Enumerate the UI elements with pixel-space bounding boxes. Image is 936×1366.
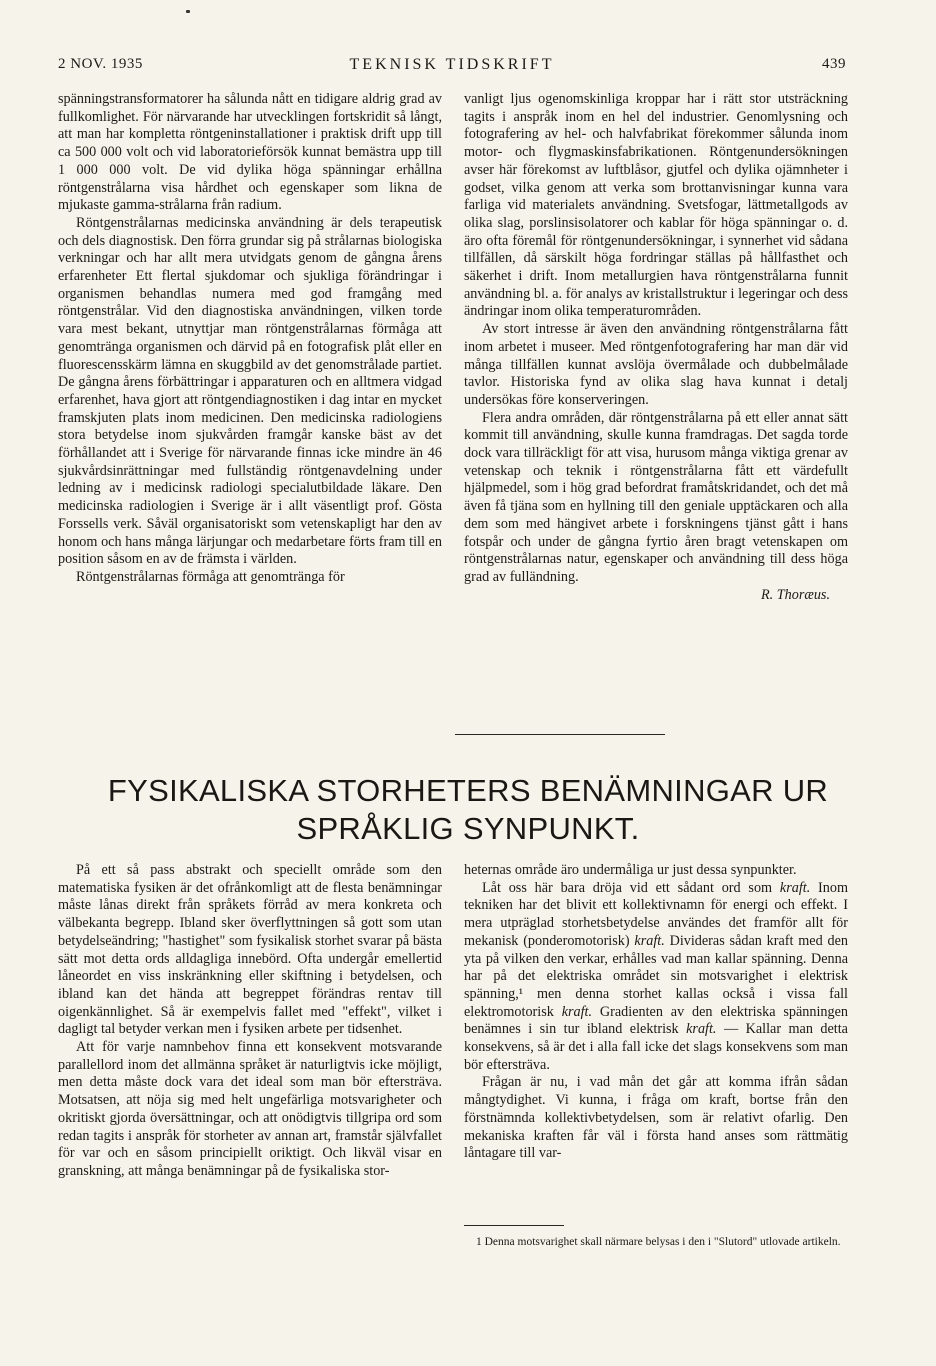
paragraph: Att för varje namnbehov finna ett konsekvent motsvarande parallellord inom det allmänna språket är naturligtvis icke möjligt, men detta måste dock vara det ideal som man bör eftersträva. Motsatsen, att nöja sig med helt ungefärliga motsvarigheter och okritiskt gjorda översättningar, och att onödigtvis tillgripa ord som redan tagits i anspråk för storheter av annan art, framstår självfallet för var och en såsom principiellt oriktigt. Och likväl visar en granskning, att många benämningar på de fysikaliska stor- <box>58 1039 442 1179</box>
headline-line-2: SPRÅKLIG SYNPUNKT. <box>296 811 640 846</box>
paragraph: Röntgenstrålarnas förmåga att genomtränga för <box>76 568 345 585</box>
page-number: 439 <box>822 56 846 72</box>
paragraph: Av stort intresse är även den användning röntgenstrålarna fått inom arbetet i museer. Med röntgenfotografering har man där vid många tillfällen kunnat avslöja övermålade och dubbelmålade tavlor. Historiska fynd av olika slag hava kunnat i detalj undersökas före konserveringen. <box>464 321 848 408</box>
paragraph: Frågan är nu, i vad mån det går att komma ifrån sådan mångtydighet. Vi kunna, i fråga om kraft, bortse från den förstnämnda kollektivbetydelsen, som är relativt ofarlig. Den mekaniska kraften får väl i första hand anses som rättmätig låntagare till var- <box>464 1074 848 1162</box>
print-speck <box>186 10 190 13</box>
journal-title: TEKNISK TIDSKRIFT <box>349 56 555 73</box>
text-run: Låt oss här bara dröja vid ett sådant ord som <box>482 879 780 896</box>
paragraph <box>464 880 848 1075</box>
footnote-divider <box>464 1225 564 1226</box>
term-kraft: kraft. <box>634 932 665 949</box>
term-kraft: kraft. <box>686 1021 717 1038</box>
author-signature: R. Thoræus. <box>761 586 830 603</box>
paragraph: Flera andra områden, där röntgenstrålarna på ett eller annat sätt kommit till användning, skulle kunna framdragas. Det sagda torde dock vara tillräckligt för att visa, hurusom många viktiga grenar av vetenskap och teknik i röntgenstrålarna fått ett värdefullt hjälpmedel, som i hög grad befordrat framåtskridandet, och det må även få tjäna som en hyllning till den geniale upptäckaren och alla dem som med hängivet arbete i forskningens tjänst gått i hans fotspår och under de gångna fyrtio åren bragt vetenskapen om röntgenstrålarnas natur, egenskaper och användning till dess höga grad av fulländning. <box>464 409 848 585</box>
article-column-bottom-right <box>464 862 848 1163</box>
text-run: Divideras sådan kraft med den yta på vilken den verkar, erhålles vad man kallar spänning. Denna har på det elektriska området sin motsvarighet i elektrisk spänning,¹ men denna storhet kallas också i vissa fall elektromotorisk <box>464 932 848 1020</box>
paragraph: På ett så pass abstrakt och speciellt område som den matematiska fysiken är det ofrånkomligt att de flesta benämningar måste lånas direkt från språkets förråd av mera konkreta och välbekanta begrepp. Ibland sker överflyttningen så gott som utan betydelseändring; "hastighet" som fysikalisk storhet svarar på bästa sätt mot detta ords alldagliga innebörd. Ofta undergår emellertid låneordet en viss inskränkning eller skiftning i betydelsen, och ibland kan det hända att begreppet förändras rentav till oigenkännlighet. Så är exempelvis fallet med "effekt", vilket i dagligt tal betyder verkan men i fysiken arbete per tidsenhet. <box>58 862 442 1038</box>
term-kraft: kraft. <box>561 1003 593 1020</box>
term-kraft: kraft. <box>779 879 811 896</box>
article-column-top-right <box>464 91 848 604</box>
paragraph: heternas område äro undermåliga ur just dessa synpunkter. <box>464 862 797 878</box>
article-column-bottom-left <box>58 862 442 1181</box>
text-run: Gradienten av den elektriska spänningen benämnes i sin tur ibland elektrisk <box>464 1003 849 1038</box>
paragraph: Röntgenstrålarnas medicinska användning är dels terapeutisk och dels diagnostisk. Den förra grundar sig på strålarnas biologiska verkningar och har allt mera utvidgats genom de gångna årens erfarenheter Ett flertal sjukdomar och sjukliga förändringar i organismen behandlas numera med god framgång med röntgenstrålar. Vid den diagnostiska användningen, vilken torde vara mest bekant, utnyttjar man röntgenstrålarnas förmåga att genomtränga organismen och därvid på en fotografisk plåt eller en fluorescensskärm lämna en skuggbild av det genomstrålade partiet. De gångna årens förbättringar i apparaturen och en alltmera vidgad erfarenhet, hava gjort att röntgendiagnostiken i dag intar en mycket framskjuten plats inom medicinen. Den medicinska radiologiens stora betydelse inom sjukvården framgår kanske bäst av det förhållandet att i Sverige för närvarande finnas icke mindre än 46 sjukvårdsinrättningar med fullständig röntgenavdelning under ledning av i medicinsk radiologi specialutbildade läkare. Den medicinska radiologien i Sverige är i allt väsentligt prof. Gösta Forssells verk. Såväl organisatoriskt som vetenskapligt har den av honom och hans många lärjungar och medarbetare förts fram till en position såsom en av de främsta i världen. <box>58 214 442 568</box>
article-column-top-left <box>58 91 442 587</box>
text-run: — Kallar man detta konsekvens, så är det i alla fall icke det slags konsekvens som man bör eftersträva. <box>464 1021 848 1073</box>
section-divider <box>455 734 665 735</box>
running-head <box>58 56 846 78</box>
paragraph: vanligt ljus ogenomskinliga kroppar har i rätt stor utsträckning tagits i anspråk inom en hel del industrier. Genomlysning och fotografering av hel- och halvfabrikat förekommer sålunda inom motor- och flygmaskinsfabrikationen. Röntgenundersökningen avser här förekomst av luftblåsor, gjutfel och dylika ojämnheter i godset, vilka genom att verka som brottanvisningar kunna vara farliga vid materialets användning. Svetsfogar, lättmetallgods av olika slag, porslinsisolatorer och kablar för höga spänningar o. d. äro ofta föremål för röntgenundersökningar, i synnerhet vid sådana tillfällen, då särskilt höga fordringar ställas på hållfasthet och säkerhet i drift. Inom metallurgien hava röntgenstrålarna funnit användning bl. a. för analys av kristallstruktur i legeringar och dess ändringar inom olika temperaturområden. <box>464 91 848 320</box>
article-headline <box>60 772 876 848</box>
paragraph: spänningstransformatorer ha sålunda nått en tidigare aldrig grad av fullkomlighet. För närvarande har utvecklingen fortskridit så långt, att man har kompletta röntgeninstallationer i praktisk drift upp till ca 500 000 volt och vid laboratorieförsök kunnat bemästra upp till 1 000 000 volt. De vid dylika höga spänningar erhållna röntgenstrålarna visa hårdhet och egenskaper som likna de mjukaste gamma-strålarna från radium. <box>58 91 442 214</box>
footnote: 1 Denna motsvarighet skall närmare belysas i den i "Slutord" utlovade artikeln. <box>476 1236 841 1248</box>
issue-date: 2 NOV. 1935 <box>58 56 143 72</box>
headline-line-1: FYSIKALISKA STORHETERS BENÄMNINGAR UR <box>107 773 829 808</box>
text-run: Inom tekniken har det blivit ett kollektivnamn för energi och effekt. I mera utpräglad storhetsbetydelse användes det framför allt för mekanisk (ponderomotorisk) <box>464 879 849 949</box>
